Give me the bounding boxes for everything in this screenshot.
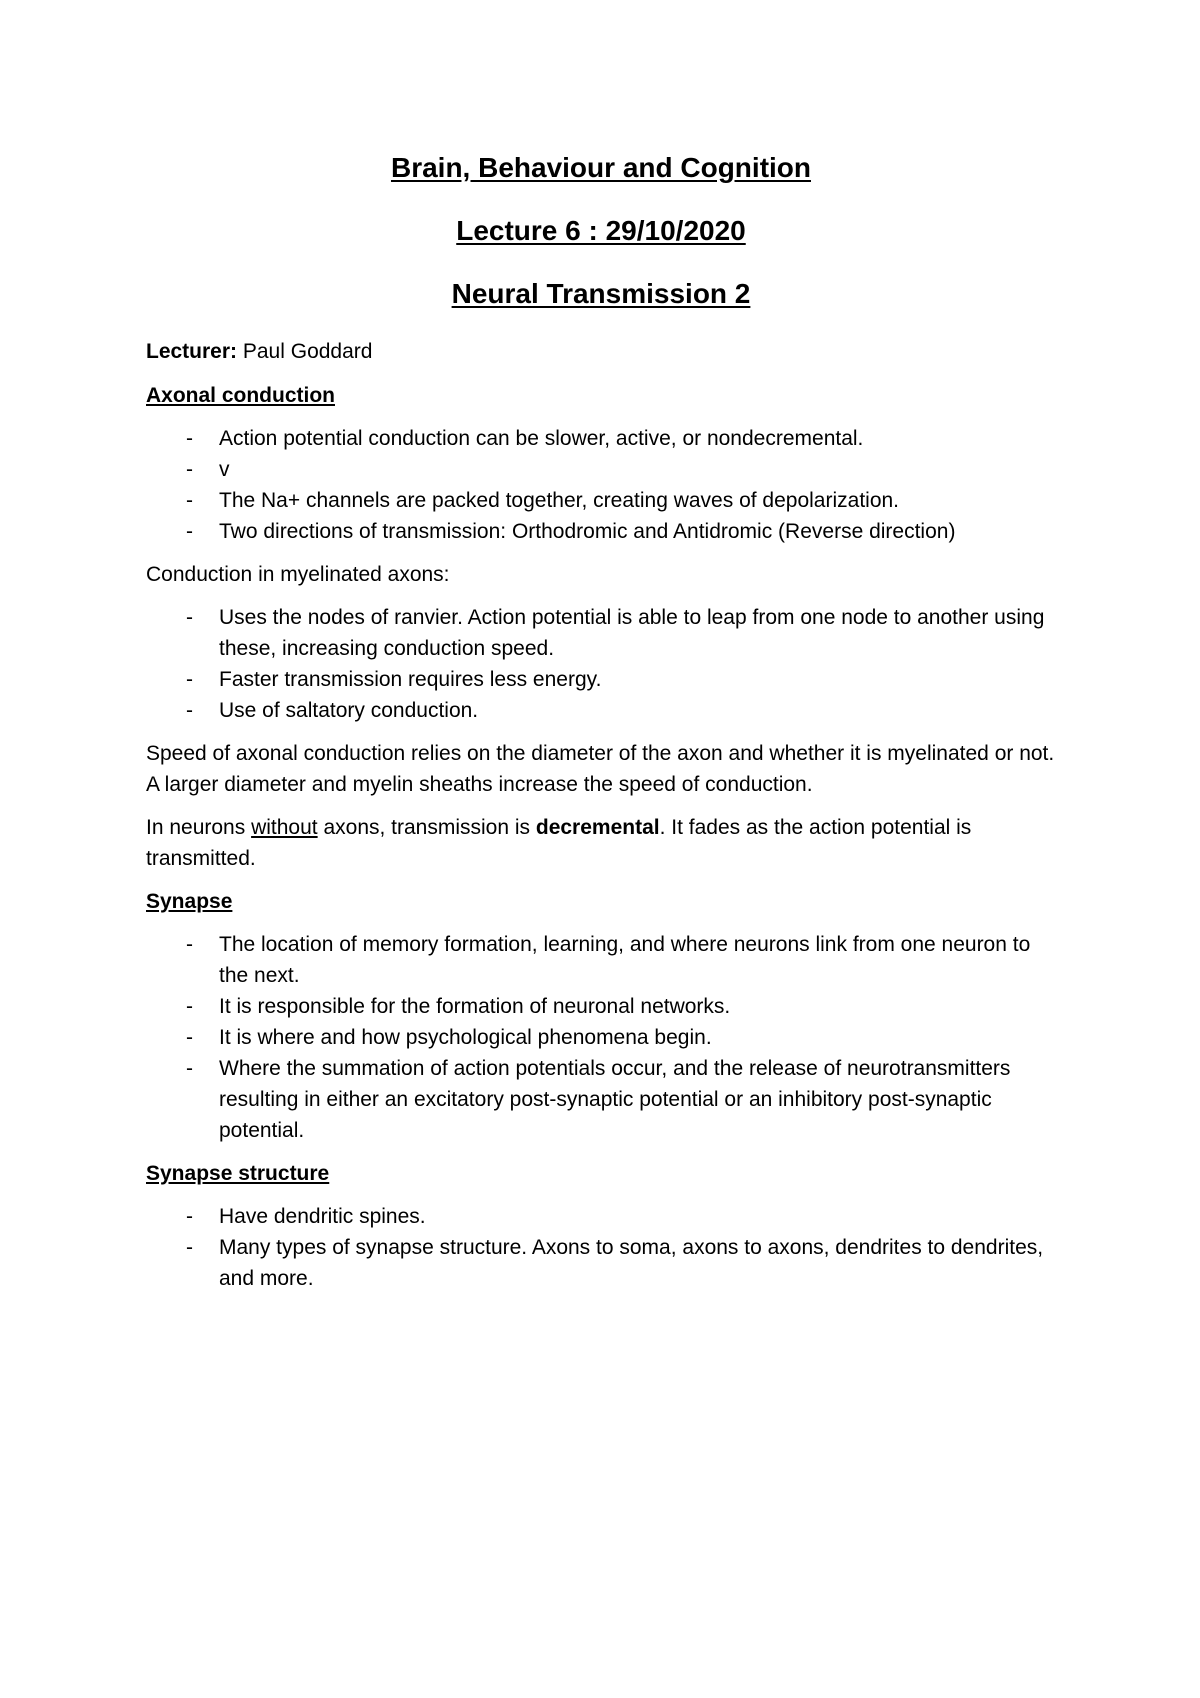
list-item: - The location of memory formation, learning, and where neurons link from one neuron to the next.	[146, 929, 1056, 991]
document-title: Brain, Behaviour and Cognition	[390, 152, 811, 183]
lecture-date-title: Lecture 6 : 29/10/2020	[456, 215, 746, 246]
list-item: - Have dendritic spines.	[146, 1201, 1056, 1232]
lecturer-label: Lecturer:	[146, 340, 238, 363]
lecturer-name: Paul Goddard	[242, 340, 373, 363]
lecturer-line	[146, 336, 1056, 367]
topic-title: Neural Transmission 2	[451, 278, 751, 309]
synapse-structure-heading: Synapse structure	[146, 1162, 330, 1185]
neurons-text-2: axons, transmission is	[317, 816, 536, 839]
neurons-paragraph	[146, 812, 1056, 874]
list-item: - Uses the nodes of ranvier. Action potential is able to leap from one node to another using these, increasing conduction speed.	[146, 602, 1056, 664]
axonal-conduction-list	[146, 423, 1056, 547]
without-emphasis: without	[251, 816, 318, 839]
speed-paragraph: Speed of axonal conduction relies on the diameter of the axon and whether it is myelinated or not. A larger diameter and myelin sheaths increase the speed of conduction.	[146, 742, 1055, 796]
synapse-heading: Synapse	[146, 890, 233, 913]
decremental-emphasis: decremental	[535, 816, 660, 839]
list-item: - Two directions of transmission: Orthodromic and Antidromic (Reverse direction)	[146, 516, 1056, 547]
neurons-text-1: In neurons	[146, 816, 252, 839]
synapse-structure-list	[146, 1201, 1056, 1294]
list-item: - v	[146, 454, 1056, 485]
list-item: - Faster transmission requires less energy.	[146, 664, 1056, 695]
list-item: - It is where and how psychological phenomena begin.	[146, 1022, 1056, 1053]
list-item: - It is responsible for the formation of neuronal networks.	[146, 991, 1056, 1022]
neurons-text-3: . It fades as the action potential is transmitted.	[146, 816, 972, 870]
list-item: - Where the summation of action potentials occur, and the release of neurotransmitters resulting in either an excitatory post-synaptic potential or an inhibitory post-synaptic potential.	[146, 1053, 1056, 1146]
list-item: - Many types of synapse structure. Axons to soma, axons to axons, dendrites to dendrites, and more.	[146, 1232, 1056, 1294]
myelinated-list	[146, 602, 1056, 726]
synapse-list	[146, 929, 1056, 1146]
myelinated-intro: Conduction in myelinated axons:	[146, 563, 450, 586]
list-item: - The Na+ channels are packed together, creating waves of depolarization.	[146, 485, 1056, 516]
axonal-conduction-heading: Axonal conduction	[146, 384, 335, 407]
document-content	[146, 148, 1056, 1306]
list-item: - Action potential conduction can be slower, active, or nondecremental.	[146, 423, 1056, 454]
list-item: - Use of saltatory conduction.	[146, 695, 1056, 726]
